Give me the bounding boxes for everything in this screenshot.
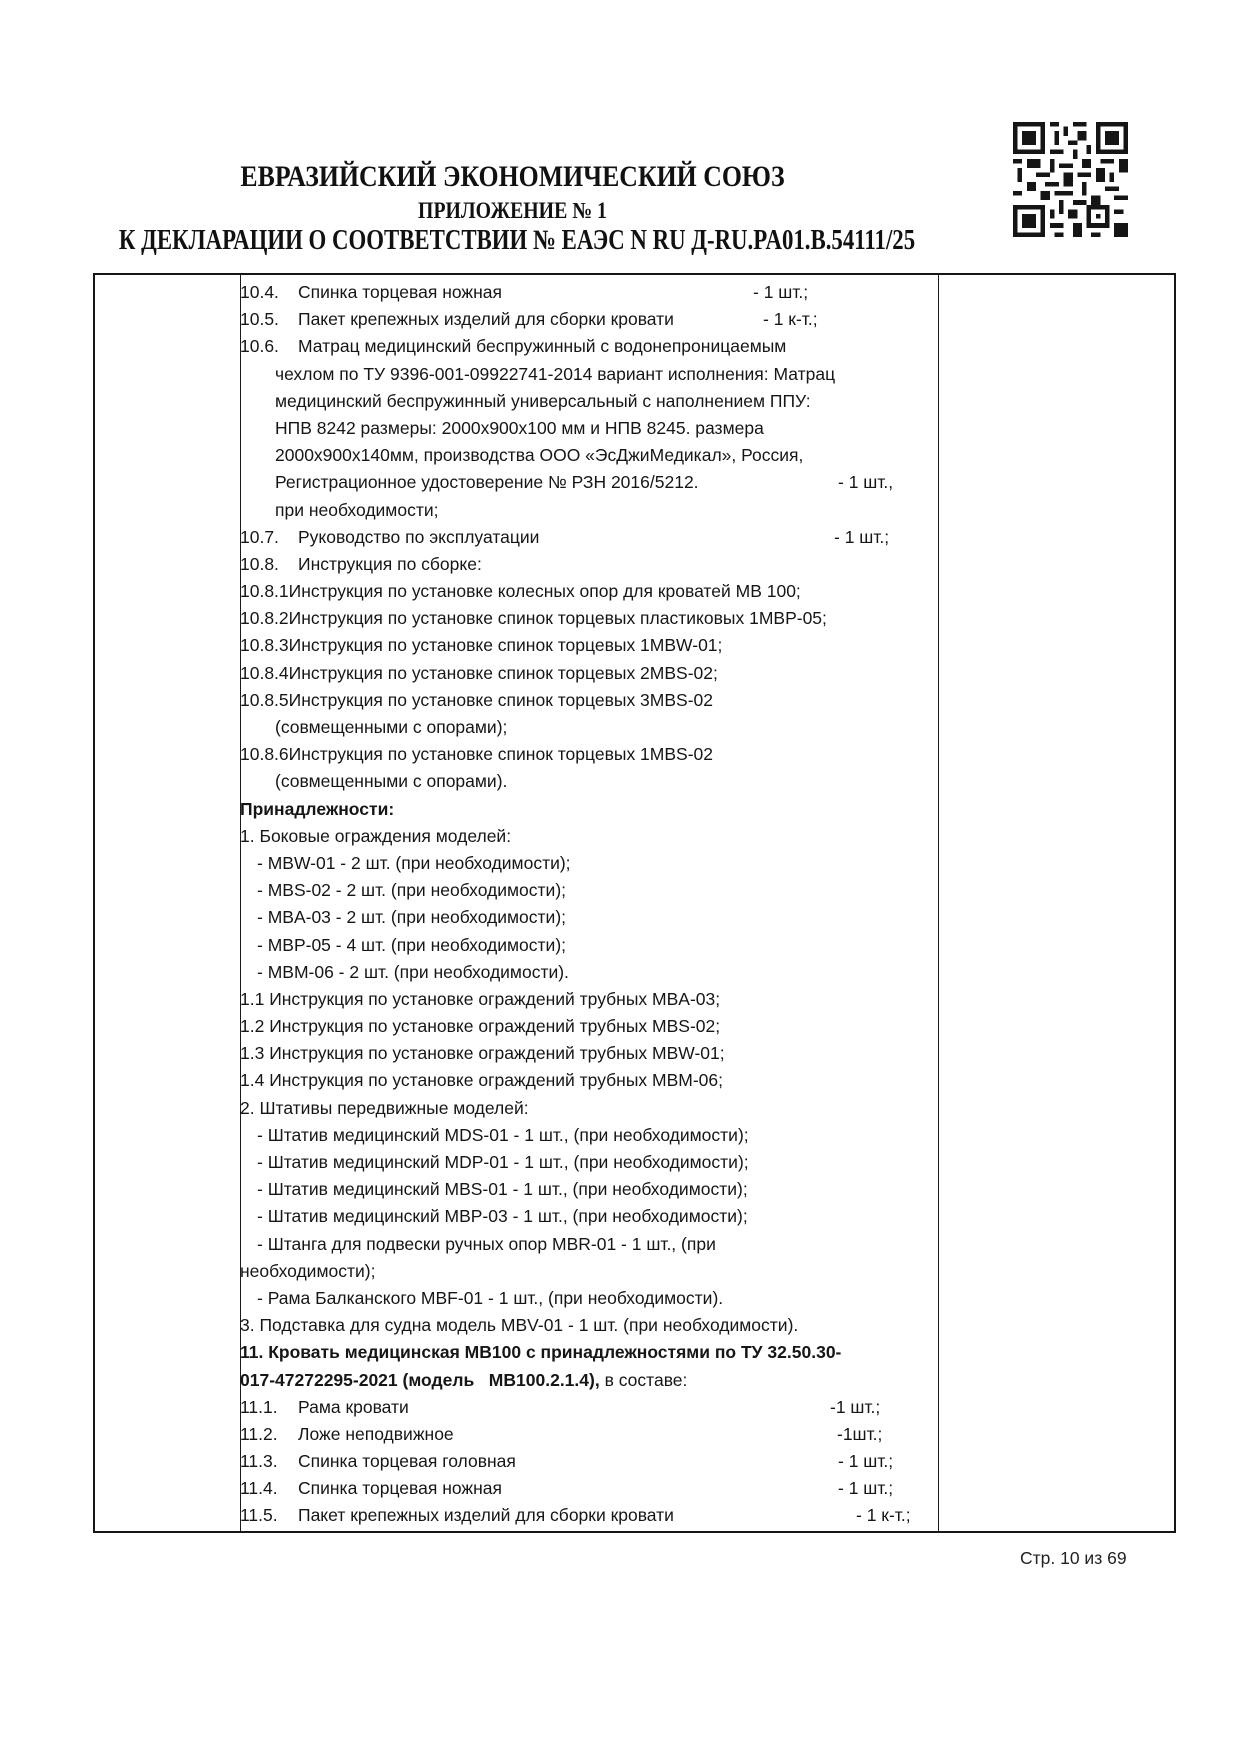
item-text: 10.8.6Инструкция по установке спинок торцевых 1MBS-02 — [240, 744, 714, 765]
item-text: Пакет крепежных изделий для сборки кровати — [298, 309, 674, 330]
item-text: Пакет крепежных изделий для сборки кровати — [298, 1505, 674, 1526]
item-text: (совмещенными с опорами). — [275, 771, 508, 792]
list-item — [240, 687, 940, 714]
list-item — [240, 660, 940, 687]
item-text: - Рама Балканского MBF-01 - 1 шт., (при необходимости). — [257, 1287, 724, 1308]
item-text: 3. Подставка для судна модель MBV-01 - 1 шт. (при необходимости). — [240, 1315, 799, 1336]
item-quantity: -1шт.; — [837, 1423, 883, 1444]
item-text: Ложе неподвижное — [298, 1423, 454, 1444]
list-item — [240, 1067, 940, 1094]
item-text: 1.1 Инструкция по установке ограждений трубных MBA-03; — [240, 988, 721, 1009]
item-number: 10.5. — [240, 309, 279, 330]
item-text: 1.4 Инструкция по установке ограждений трубных MBM-06; — [240, 1070, 724, 1091]
item-text: - Штатив медицинский MBS-01 - 1 шт., (при необходимости); — [257, 1179, 748, 1200]
item-quantity: - 1 шт.; — [753, 282, 809, 302]
list-subitem — [240, 877, 940, 904]
list-item — [240, 632, 940, 659]
item-text: 10.8.3Инструкция по установке спинок торцевых 1MBW-01; — [240, 635, 723, 656]
item-quantity: - 1 к-т.; — [856, 1505, 911, 1526]
list-item — [240, 823, 940, 850]
item-text: - Штатив медицинский MBP-03 - 1 шт., (при необходимости); — [257, 1206, 748, 1227]
item-number: 10.7. — [240, 526, 279, 547]
list-subitem — [240, 850, 940, 877]
item-text: Матрац медицинский беспружинный с водонепроницаемым — [298, 336, 787, 357]
list-item-continuation — [240, 714, 940, 741]
item-text: 10.8.5Инструкция по установке спинок торцевых 3MBS-02 — [240, 689, 714, 710]
list-item — [240, 306, 940, 333]
item-text: - Штатив медицинский MDP-01 - 1 шт., (при необходимости); — [257, 1152, 749, 1172]
list-item — [240, 1475, 940, 1502]
item-number: 11.1. — [240, 1396, 278, 1417]
item-text: 2. Штативы передвижные моделей: — [240, 1097, 529, 1118]
item-text: НПВ 8242 размеры: 2000x900x100 мм и НПВ 8245. размера — [275, 417, 764, 438]
item-text: Спинка торцевая головная — [298, 1451, 516, 1472]
list-subitem — [240, 1122, 940, 1149]
item-text: - MBA-03 - 2 шт. (при необходимости); — [257, 907, 567, 928]
item-text: - Штанга для подвески ручных опор MBR-01 - 1 шт., (при — [257, 1233, 716, 1254]
qr-code-icon — [1013, 122, 1128, 237]
section-heading-item-11 — [240, 1339, 940, 1366]
item-text: Спинка торцевая ножная — [298, 282, 502, 302]
list-item — [240, 333, 940, 360]
list-item — [240, 279, 940, 306]
list-item — [240, 605, 940, 632]
item-text: - MBS-02 - 2 шт. (при необходимости); — [257, 880, 567, 901]
list-item — [240, 1040, 940, 1067]
item-text: - MBW-01 - 2 шт. (при необходимости); — [257, 852, 571, 873]
item-text: Руководство по эксплуатации — [298, 526, 540, 547]
section-heading-accessories — [240, 796, 940, 823]
list-item-continuation — [240, 388, 940, 415]
list-subitem — [240, 1203, 940, 1230]
list-item — [240, 1394, 940, 1421]
item-text: (совмещенными с опорами); — [275, 717, 508, 737]
item-text: в составе: — [599, 1369, 688, 1390]
list-subitem — [240, 932, 940, 959]
item-number: 11.4. — [240, 1478, 278, 1499]
item-text: 1.2 Инструкция по установке ограждений трубных MBS-02; — [240, 1016, 721, 1037]
item-text: Спинка торцевая ножная — [298, 1478, 502, 1499]
list-item-continuation — [240, 415, 940, 442]
list-subitem — [240, 904, 940, 931]
list-subitem — [240, 1176, 940, 1203]
item-text: 1.3 Инструкция по установке ограждений трубных MBW-01; — [240, 1043, 725, 1064]
list-item-continuation — [240, 442, 940, 469]
list-item — [240, 1013, 940, 1040]
item-text: Рама кровати — [298, 1396, 409, 1417]
list-subitem — [240, 1149, 940, 1176]
item-quantity: - 1 шт., — [838, 472, 894, 493]
list-item-continuation — [240, 768, 940, 795]
item-quantity: - 1 шт.; — [834, 526, 890, 547]
list-item — [240, 741, 940, 768]
list-subitem — [240, 1231, 940, 1258]
item-text: - MBM-06 - 2 шт. (при необходимости). — [257, 961, 569, 982]
item-text: необходимости); — [240, 1260, 376, 1281]
item-text: - Штатив медицинский MDS-01 - 1 шт., (при необходимости); — [257, 1124, 749, 1145]
list-item-continuation — [240, 361, 940, 388]
list-item — [240, 1421, 940, 1448]
list-item — [240, 551, 940, 578]
list-item-continuation — [240, 469, 940, 496]
item-number: 11.2. — [240, 1423, 278, 1444]
item-number: 10.6. — [240, 336, 279, 357]
item-text: 2000x900x140мм, производства ООО «ЭсДжиМедикал», Россия, — [275, 445, 804, 466]
item-number: 11.5. — [240, 1505, 278, 1526]
section-heading-item-11-cont — [240, 1367, 940, 1394]
table-content-column — [240, 279, 940, 1530]
item-quantity: - 1 к-т.; — [763, 309, 818, 330]
page-number: Стр. 10 из 69 — [1020, 1548, 1127, 1568]
item-number: 10.4. — [240, 282, 279, 302]
item-quantity: - 1 шт.; — [838, 1451, 894, 1472]
list-item — [240, 1448, 940, 1475]
item-quantity: -1 шт.; — [830, 1396, 881, 1417]
list-subitem — [240, 1285, 940, 1312]
union-title: ЕВРАЗИЙСКИЙ ЭКОНОМИЧЕСКИЙ СОЮЗ — [240, 160, 785, 193]
list-item — [240, 1312, 940, 1339]
list-item-continuation — [240, 497, 940, 524]
item-number: 11.3. — [240, 1451, 278, 1472]
declaration-number: К ДЕКЛАРАЦИИ О СООТВЕТСТВИИ № ЕАЭС N RU Д-RU.PA01.B.54111/25 — [118, 225, 916, 256]
item-number: 10.8. — [240, 553, 279, 574]
item-text: 1. Боковые ограждения моделей: — [240, 825, 512, 846]
item-text: чехлом по ТУ 9396-001-09922741-2014 вариант исполнения: Матрац — [275, 363, 836, 384]
list-item — [240, 578, 940, 605]
section-heading: Принадлежности: — [240, 798, 395, 819]
list-subitem-continuation — [240, 1258, 940, 1285]
item-text: при необходимости; — [275, 499, 439, 520]
item-text: - MBP-05 - 4 шт. (при необходимости); — [257, 934, 567, 955]
item-quantity: - 1 шт.; — [838, 1478, 894, 1499]
item-text: 10.8.1Инструкция по установке колесных опор для кроватей МВ 100; — [240, 581, 801, 602]
item-text: медицинский беспружинный универсальный с наполнением ППУ: — [275, 390, 811, 411]
list-subitem — [240, 959, 940, 986]
item-text: Инструкция по сборке: — [298, 553, 482, 574]
section-heading: 11. Кровать медицинская МВ100 с принадлежностями по ТУ 32.50.30- — [240, 1342, 842, 1363]
list-item — [240, 1502, 940, 1529]
list-item — [240, 986, 940, 1013]
list-item — [240, 524, 940, 551]
item-text: 10.8.2Инструкция по установке спинок торцевых пластиковых 1MBP-05; — [240, 608, 827, 629]
appendix-title: ПРИЛОЖЕНИЕ № 1 — [418, 198, 607, 223]
item-text: 10.8.4Инструкция по установке спинок торцевых 2MBS-02; — [240, 662, 718, 683]
section-heading: 017-47272295-2021 (модель МВ100.2.1.4), — [240, 1369, 600, 1390]
list-item — [240, 1095, 940, 1122]
item-text: Регистрационное удостоверение № РЗН 2016/5212. — [275, 472, 699, 493]
